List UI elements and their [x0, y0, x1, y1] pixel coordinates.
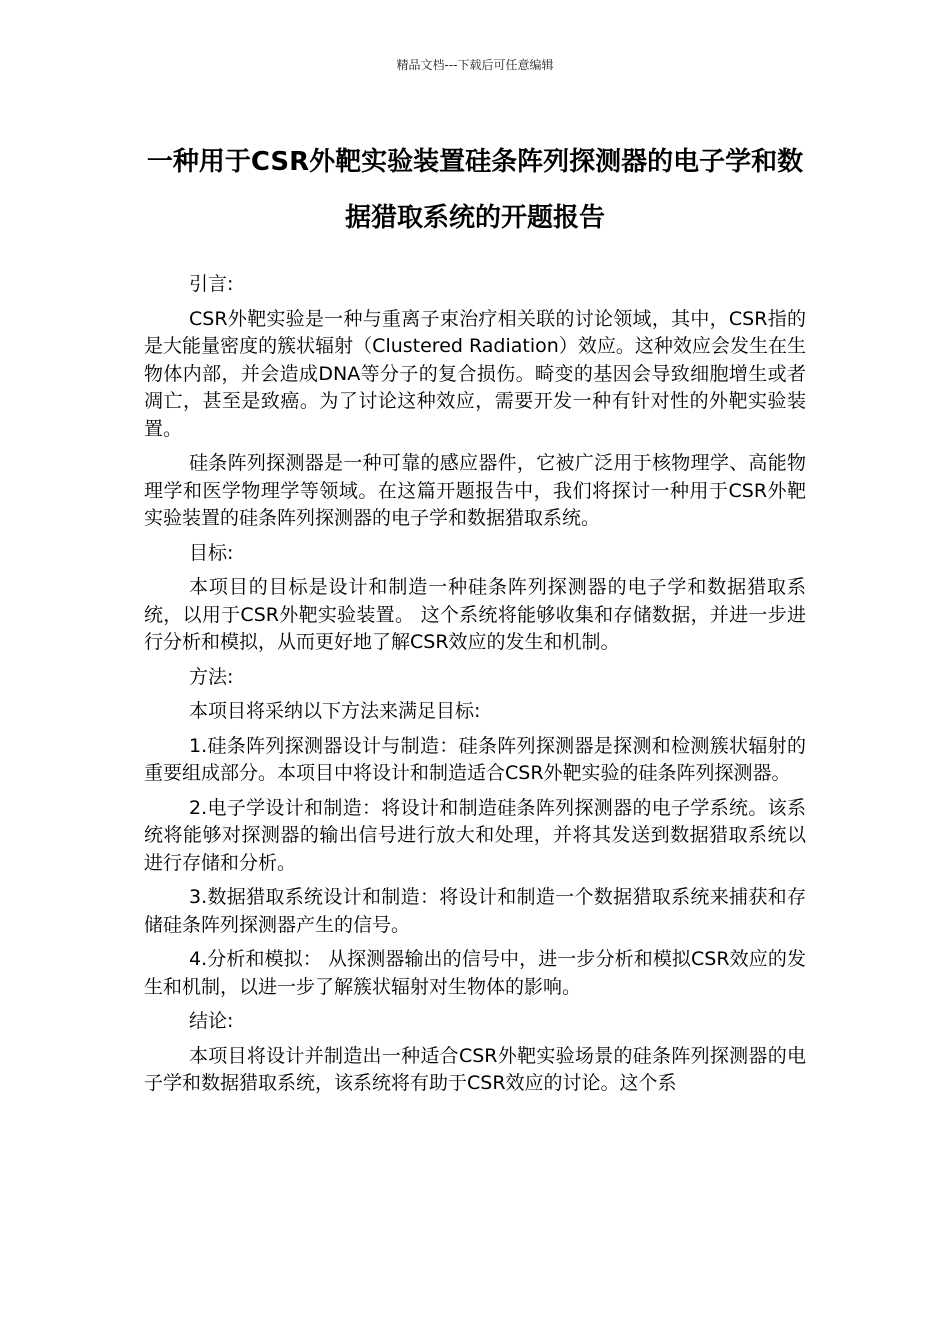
paragraph-objective: 本项目的目标是设计和制造一种硅条阵列探测器的电子学和数据猎取系统，以用于CSR外靶实验装置。 这个系统将能够收集和存储数据，并进一步进行分析和模拟，从而更好地了解CSR效应的发生和机制。	[144, 576, 806, 653]
heading-introduction: 引言:	[189, 273, 234, 295]
paragraph-detector-overview: 硅条阵列探测器是一种可靠的感应器件，它被广泛用于核物理学、高能物理学和医学物理学等领域。在这篇开题报告中，我们将探讨一种用于CSR外靶实验装置的硅条阵列探测器的电子学和数据猎取系统。	[144, 452, 806, 529]
paragraph-csr-background: CSR外靶实验是一种与重离子束治疗相关联的讨论领域，其中，CSR指的是大能量密度的簇状辐射（Clustered Radiation）效应。这种效应会发生在生物体内部，并会造成DNA等分子的复合损伤。畸变的基因会导致细胞增生或者凋亡，甚至是致癌。为了讨论这种效应，需要开发一种有针对性的外靶实验装置。	[144, 307, 806, 440]
paragraph-conclusion: 本项目将设计并制造出一种适合CSR外靶实验场景的硅条阵列探测器的电子学和数据猎取系统，该系统将有助于CSR效应的讨论。这个系	[144, 1044, 806, 1094]
page-header: 精品文档---下载后可任意编辑	[396, 58, 554, 72]
heading-conclusion: 结论:	[189, 1010, 234, 1032]
document-body	[144, 271, 806, 1105]
method-item-2: 2.电子学设计和制造：将设计和制造硅条阵列探测器的电子学系统。该系统将能够对探测器的输出信号进行放大和处理，并将其发送到数据猎取系统以进行存储和分析。	[144, 796, 806, 874]
method-item-3: 3.数据猎取系统设计和制造：将设计和制造一个数据猎取系统来捕获和存储硅条阵列探测器产生的信号。	[144, 886, 806, 936]
paragraph-method-intro: 本项目将采纳以下方法来满足目标:	[189, 700, 481, 722]
document-title: 一种用于CSR外靶实验装置硅条阵列探测器的电子学和数据猎取系统的开题报告	[146, 147, 804, 233]
method-item-4: 4.分析和模拟： 从探测器输出的信号中，进一步分析和模拟CSR效应的发生和机制，以进一步了解簇状辐射对生物体的影响。	[144, 948, 806, 998]
heading-method: 方法:	[189, 665, 234, 688]
heading-objective: 目标:	[189, 541, 234, 564]
method-item-1: 1.硅条阵列探测器设计与制造：硅条阵列探测器是探测和检测簇状辐射的重要组成部分。本项目中将设计和制造适合CSR外靶实验的硅条阵列探测器。	[144, 734, 806, 784]
